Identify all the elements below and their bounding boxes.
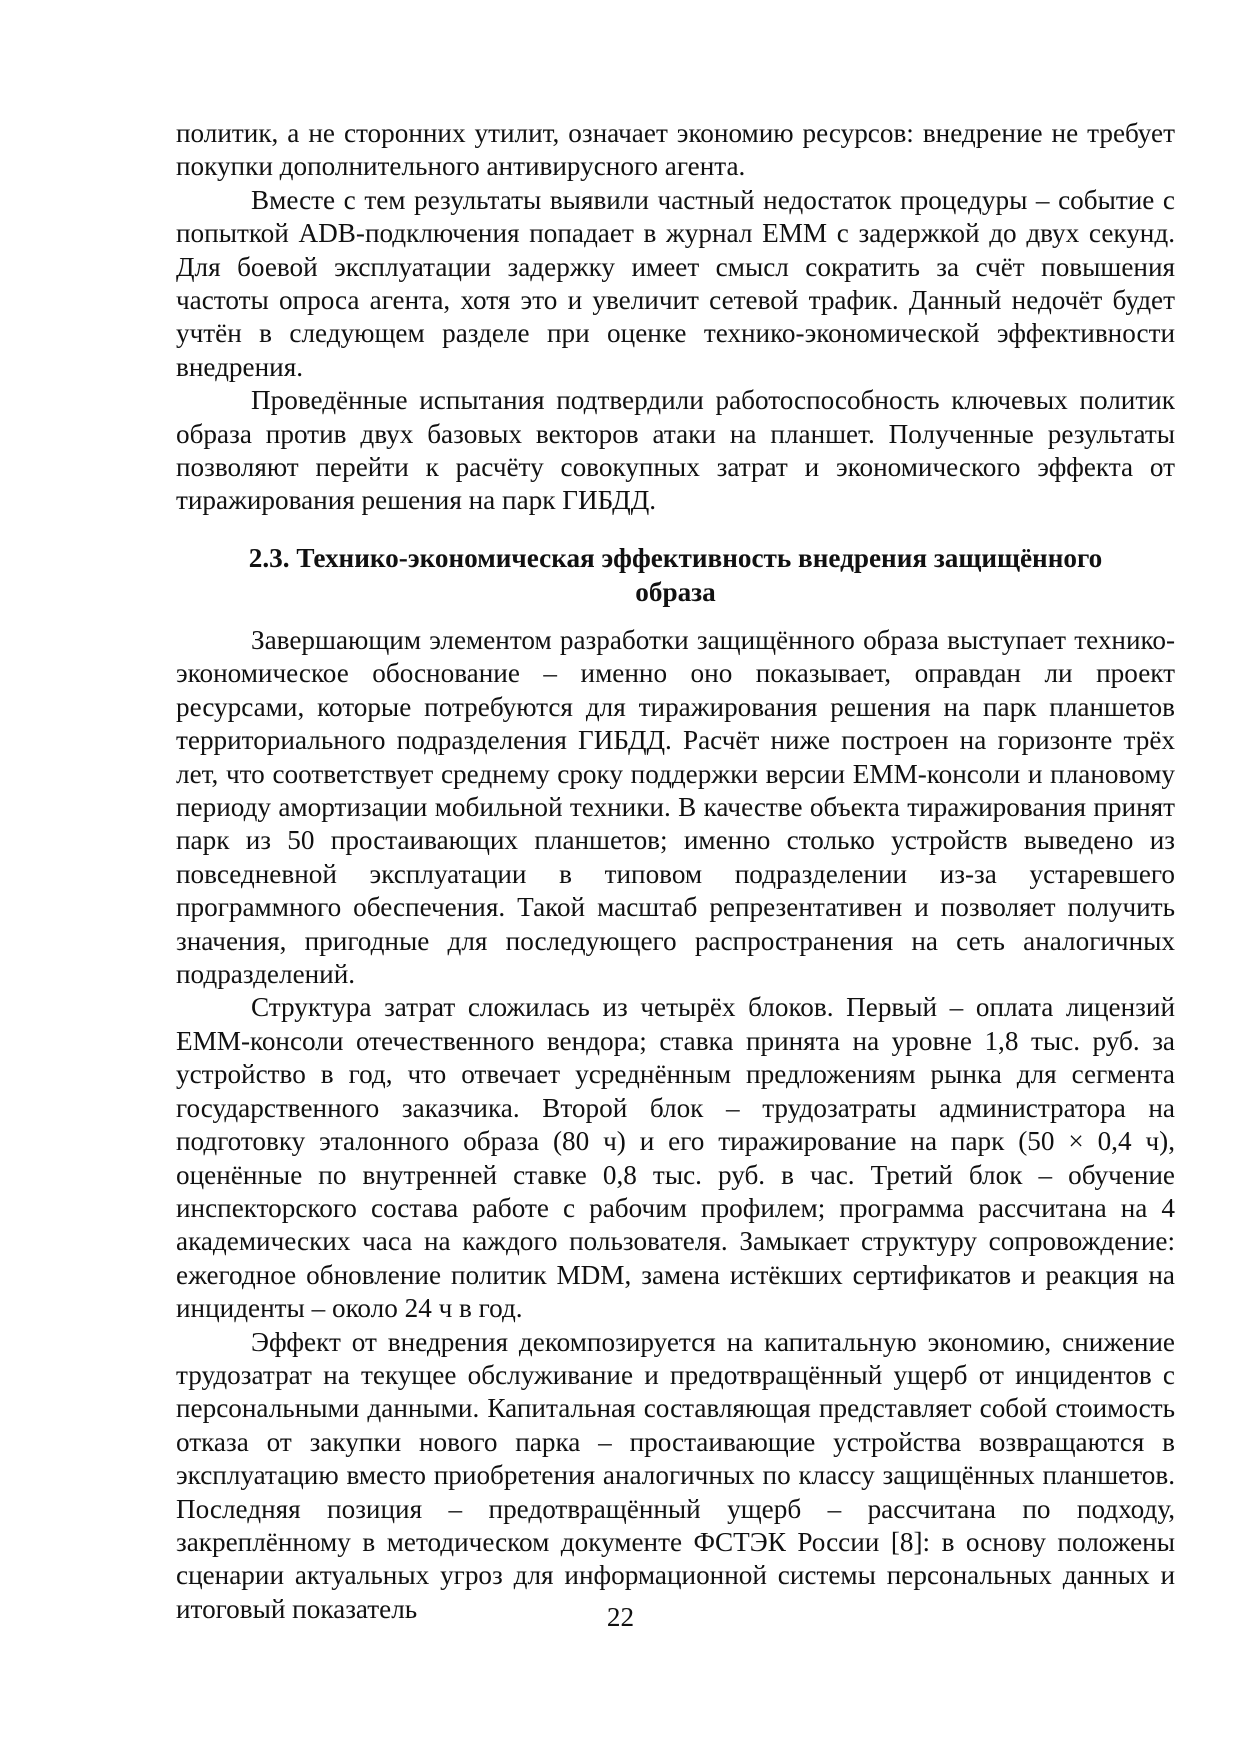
body-text-after-heading	[176, 624, 1175, 1626]
paragraph-continuation: политик, а не сторонних утилит, означает экономию ресурсов: внедрение не требует покупки дополнительного антивирусного агента.	[176, 118, 1175, 182]
section-heading	[176, 541, 1175, 609]
body-text-before-heading	[176, 117, 1175, 518]
paragraph: Проведённые испытания подтвердили работоспособность ключевых политик образа против двух базовых векторов атаки на планшет. Полученные результаты позволяют перейти к расчёту совокупных затрат и экономического эффекта от тиражирования решения на парк ГИБДД.	[176, 385, 1175, 516]
paragraph: Структура затрат сложилась из четырёх блоков. Первый – оплата лицензий EMM-консоли отечественного вендора; ставка принята на уровне 1,8 тыс. руб. за устройство в год, что отвечает усреднённым предложениям рынка для сегмента государственного заказчика. Второй блок – трудозатраты администратора на подготовку эталонного образа (80 ч) и его тиражирование на парк (50 × 0,4 ч), оценённые по внутренней ставке 0,8 тыс. руб. в час. Третий блок – обучение инспекторского состава работе с рабочим профилем; программа рассчитана на 4 академических часа на каждого пользователя. Замыкает структуру сопровождение: ежегодное обновление политик MDM, замена истёкших сертификатов и реакция на инциденты – около 24 ч в год.	[176, 992, 1175, 1324]
paragraph: Эффект от внедрения декомпозируется на капитальную экономию, снижение трудозатрат на текущее обслуживание и предотвращённый ущерб от инцидентов с персональными данными. Капитальная составляющая представляет собой стоимость отказа от закупки нового парка – простаивающие устройства возвращаются в эксплуатацию вместо приобретения аналогичных по классу защищённых планшетов. Последняя позиция – предотвращённый ущерб – рассчитана по подходу, закреплённому в методическом документе ФСТЭК России [8]: в основу положены сценарии актуальных угроз для информационной системы персональных данных и итоговый показатель	[176, 1326, 1175, 1624]
section-heading-line: 2.3. Технико-экономическая эффективность внедрения защищённого	[248, 543, 1103, 573]
section-heading-line: образа	[635, 577, 716, 607]
paragraph: Завершающим элементом разработки защищённого образа выступает технико-экономическое обоснование – именно оно показывает, оправдан ли проект ресурсами, которые потребуются для тиражирования решения на парк планшетов территориального подразделения ГИБДД. Расчёт ниже построен на горизонте трёх лет, что соответствует среднему сроку поддержки версии EMM-консоли и плановому периоду амортизации мобильной техники. В качестве объекта тиражирования принят парк из 50 простаивающих планшетов; именно столько устройств выведено из повседневной эксплуатации в типовом подразделении из-за устаревшего программного обеспечения. Такой масштаб репрезентативен и позволяет получить значения, пригодные для последующего распространения на сеть аналогичных подразделений.	[176, 625, 1175, 990]
page-number: 22	[606, 1602, 635, 1632]
paragraph: Вместе с тем результаты выявили частный недостаток процедуры – событие с попыткой ADB-подключения попадает в журнал EMM с задержкой до двух секунд. Для боевой эксплуатации задержку имеет смысл сократить за счёт повышения частоты опроса агента, хотя это и увеличит сетевой трафик. Данный недочёт будет учтён в следующем разделе при оценке технико-экономической эффективности внедрения.	[176, 184, 1175, 382]
